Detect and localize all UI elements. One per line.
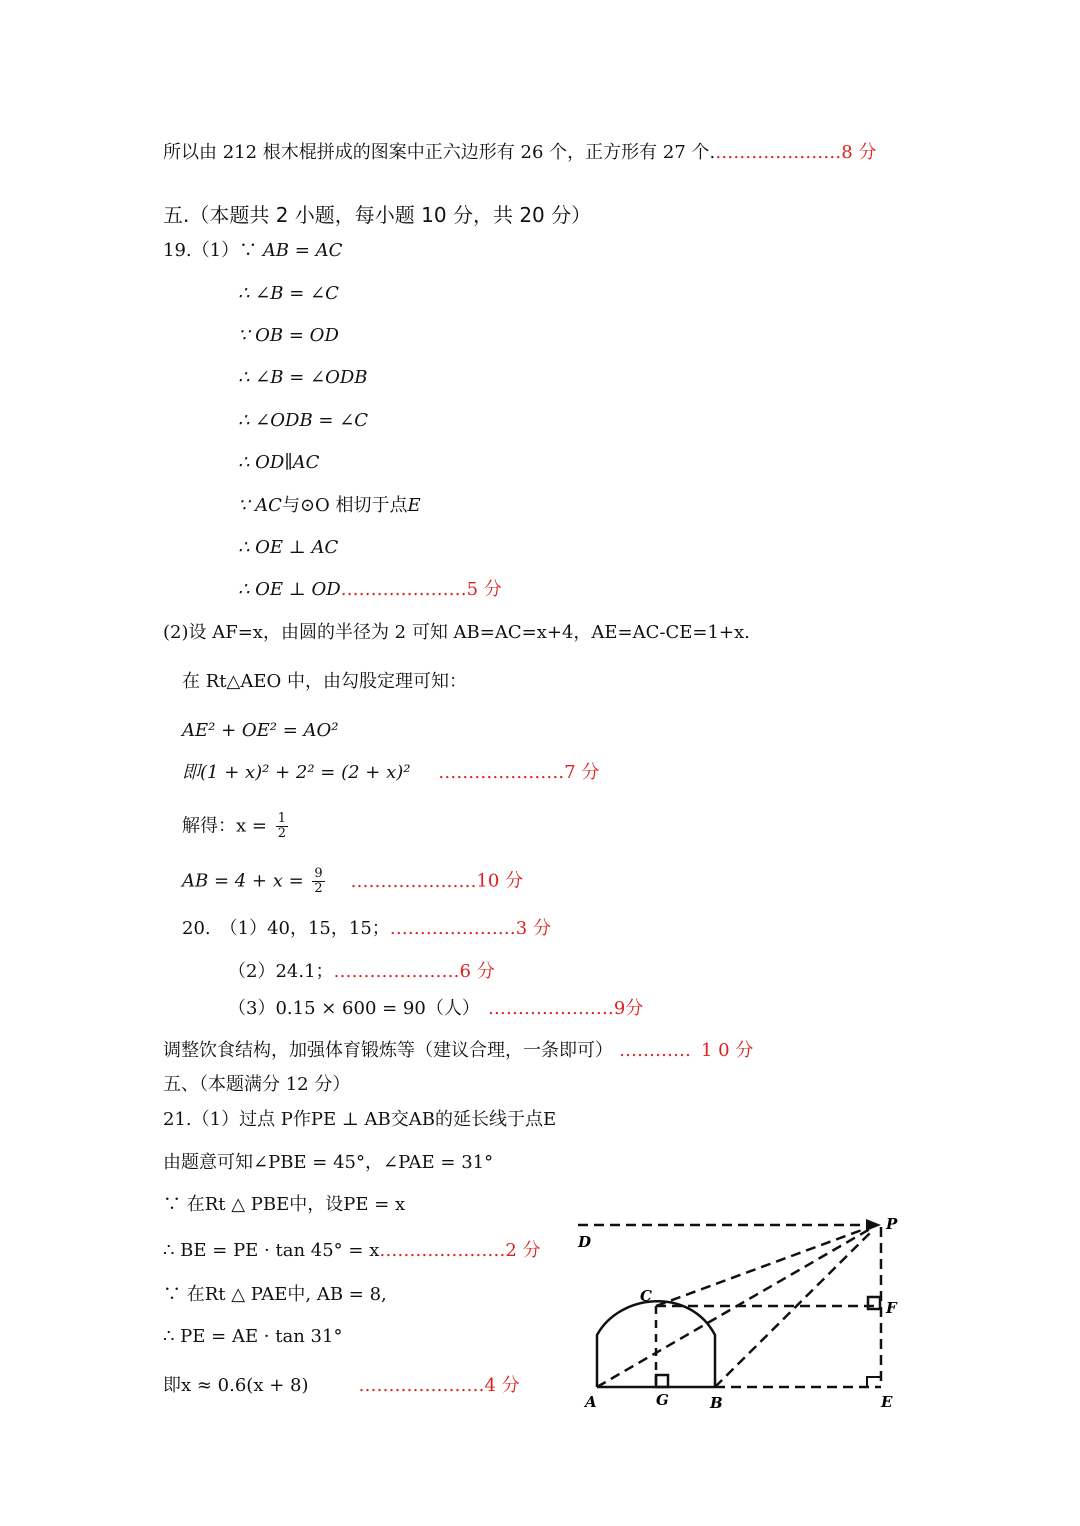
label-e: E [881,1393,893,1411]
q19-step: ∵ OB = OD [238,325,339,346]
fraction: $\frac{1}{2}$ [277,811,286,841]
q19-step: ∴ ∠B = ∠C [238,283,339,304]
q19-ab: AB = 4 + x = $\frac{9}{2}$ …………………10 分 [182,866,524,896]
q19-step: ∴ ∠ODB = ∠C [238,410,369,431]
label-g: G [656,1391,669,1409]
label-b: B [710,1394,723,1412]
label-d: D [578,1233,592,1251]
q19-equation: 即(1 + x)² + 2² = (2 + x)² …………………7 分 [182,762,600,783]
q20-line: 20. （1）40，15，15；…………………3 分 [182,918,551,939]
q21-line: ∵ 在Rt △ PAE中, AB = 8, [163,1284,387,1305]
q19-equation: AE² + OE² = AO² [182,720,339,741]
fraction: $\frac{9}{2}$ [314,866,323,896]
label-a: A [585,1393,597,1411]
section-heading: 五.（本题共 2 小题，每小题 10 分，共 20 分） [163,203,592,227]
q21-line: ∵ 在Rt △ PBE中，设PE = x [163,1194,406,1215]
q21-line: 即x ≈ 0.6(x + 8) …………………4 分 [163,1375,520,1396]
label-p: P [886,1215,898,1233]
text-line: 所以由 212 根木棍拼成的图案中正六边形有 26 个，正方形有 27 个.…………………8 分 [163,142,877,163]
q19-step: ∴ OE ⊥ AC [238,537,339,558]
q19-step: ∴ ∠B = ∠ODB [238,367,368,388]
line-ap [597,1229,870,1387]
q20-line: 调整饮食结构，加强体育锻炼等（建议合理，一条即可） ………… 1 0 分 [163,1040,754,1061]
label-c: C [640,1287,652,1305]
q19-part2: (2)设 AF=x，由圆的半径为 2 可知 AB=AC=x+4，AE=AC-CE=1+x. [163,622,750,643]
q20-line: （2）24.1；…………………6 分 [228,961,495,982]
q21-line: ∴ BE = PE · tan 45° = x…………………2 分 [163,1240,541,1261]
q21-line: 由题意可知∠PBE = 45°，∠PAE = 31° [163,1152,494,1173]
q21-line: 21.（1）过点 P作PE ⊥ AB交AB的延长线于点E [163,1109,557,1130]
section-heading: 五、（本题满分 12 分） [163,1074,351,1095]
q20-line: （3）0.15 × 600 = 90（人） …………………9分 [228,998,644,1019]
right-angle-e [867,1377,881,1387]
q19-solve: 解得：x = $\frac{1}{2}$ [182,811,286,841]
right-angle-g [656,1375,668,1387]
q19-line-1: 19.（1）∵ AB = AC [163,240,343,261]
label-f: F [886,1299,897,1317]
q21-line: ∴ PE = AE · tan 31° [163,1326,343,1347]
geometry-figure [570,1205,910,1420]
q19-step: ∴ OD∥AC [238,452,320,473]
line-cp [656,1227,870,1306]
q19-step: ∵ AC与⊙O 相切于点E [238,495,421,516]
q19-step: ∴ OE ⊥ OD…………………5 分 [238,579,502,600]
q19-rt-line: 在 Rt△AEO 中，由勾股定理可知： [182,671,467,692]
